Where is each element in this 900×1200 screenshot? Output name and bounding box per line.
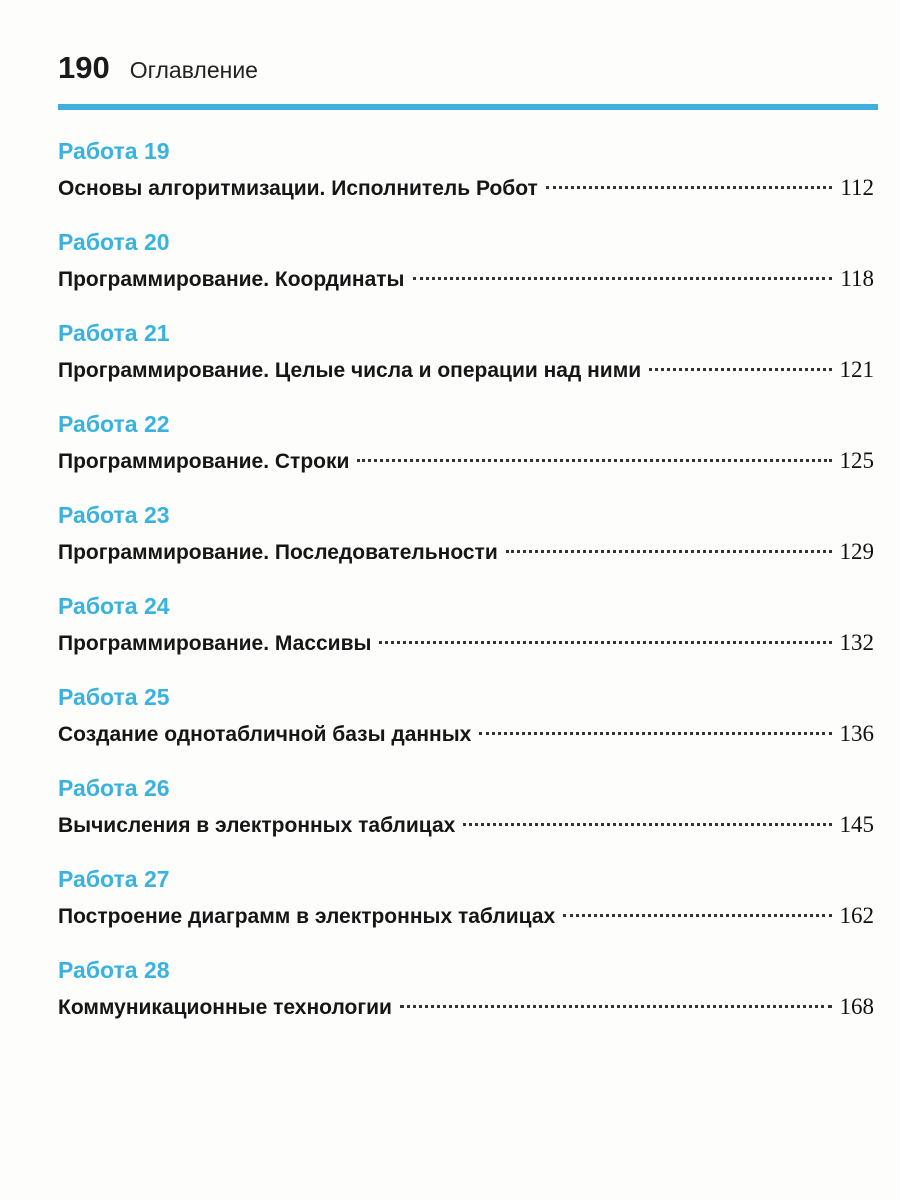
entry-page-number: 168 xyxy=(839,994,874,1019)
work-label: Работа 28 xyxy=(58,957,170,983)
toc-line xyxy=(58,805,874,845)
entry-title: Программирование. Массивы xyxy=(58,632,372,655)
toc-entry xyxy=(58,953,874,1044)
entry-title: Вычисления в электронных таблицах xyxy=(58,814,456,837)
entry-title: Создание однотабличной базы данных xyxy=(58,723,472,746)
entry-page-number: 112 xyxy=(840,175,874,200)
work-label: Работа 19 xyxy=(58,138,170,164)
work-label: Работа 26 xyxy=(58,775,170,801)
dot-leader xyxy=(506,550,832,553)
work-label: Работа 27 xyxy=(58,866,170,892)
entry-page-number: 162 xyxy=(839,903,874,928)
toc-line xyxy=(58,714,874,754)
entry-page-number: 129 xyxy=(839,539,874,564)
toc-line xyxy=(58,168,874,208)
toc-entry xyxy=(58,134,874,225)
toc-line xyxy=(58,896,874,936)
work-label: Работа 21 xyxy=(58,320,170,346)
entry-title: Программирование. Целые числа и операции над ними xyxy=(58,359,642,382)
toc-entry xyxy=(58,407,874,498)
entry-title: Коммуникационные технологии xyxy=(58,996,392,1019)
entry-title: Программирование. Координаты xyxy=(58,268,405,291)
entry-page-number: 121 xyxy=(839,357,874,382)
entry-page-number: 118 xyxy=(840,266,874,291)
work-label: Работа 25 xyxy=(58,684,170,710)
work-label: Работа 20 xyxy=(58,229,170,255)
toc-line xyxy=(58,441,874,481)
toc-entry xyxy=(58,316,874,407)
table-of-contents xyxy=(58,134,874,1044)
page-title: Оглавление xyxy=(129,57,258,83)
entry-page-number: 132 xyxy=(839,630,874,655)
toc-line xyxy=(58,532,874,572)
dot-leader xyxy=(357,459,831,462)
dot-leader xyxy=(379,641,831,644)
toc-entry xyxy=(58,771,874,862)
entry-title: Программирование. Последовательности xyxy=(58,541,498,564)
page-number: 190 xyxy=(58,50,110,85)
toc-entry xyxy=(58,589,874,680)
toc-entry xyxy=(58,680,874,771)
toc-line xyxy=(58,350,874,390)
dot-leader xyxy=(649,368,831,371)
work-label: Работа 22 xyxy=(58,411,170,437)
entry-page-number: 145 xyxy=(839,812,874,837)
header-rule xyxy=(58,104,878,110)
entry-title: Основы алгоритмизации. Исполнитель Робот xyxy=(58,177,538,200)
entry-title: Построение диаграмм в электронных таблицах xyxy=(58,905,556,928)
toc-entry xyxy=(58,862,874,953)
entry-title: Программирование. Строки xyxy=(58,450,350,473)
toc-entry xyxy=(58,225,874,316)
dot-leader xyxy=(413,277,833,280)
entry-page-number: 125 xyxy=(839,448,874,473)
dot-leader xyxy=(546,186,833,189)
toc-entry xyxy=(58,498,874,589)
toc-line xyxy=(58,623,874,663)
entry-page-number: 136 xyxy=(839,721,874,746)
dot-leader xyxy=(479,732,831,735)
toc-line xyxy=(58,259,874,299)
work-label: Работа 24 xyxy=(58,593,170,619)
dot-leader xyxy=(400,1005,832,1008)
page-header xyxy=(58,50,258,86)
dot-leader xyxy=(563,914,831,917)
work-label: Работа 23 xyxy=(58,502,170,528)
dot-leader xyxy=(463,823,831,826)
toc-line xyxy=(58,987,874,1027)
